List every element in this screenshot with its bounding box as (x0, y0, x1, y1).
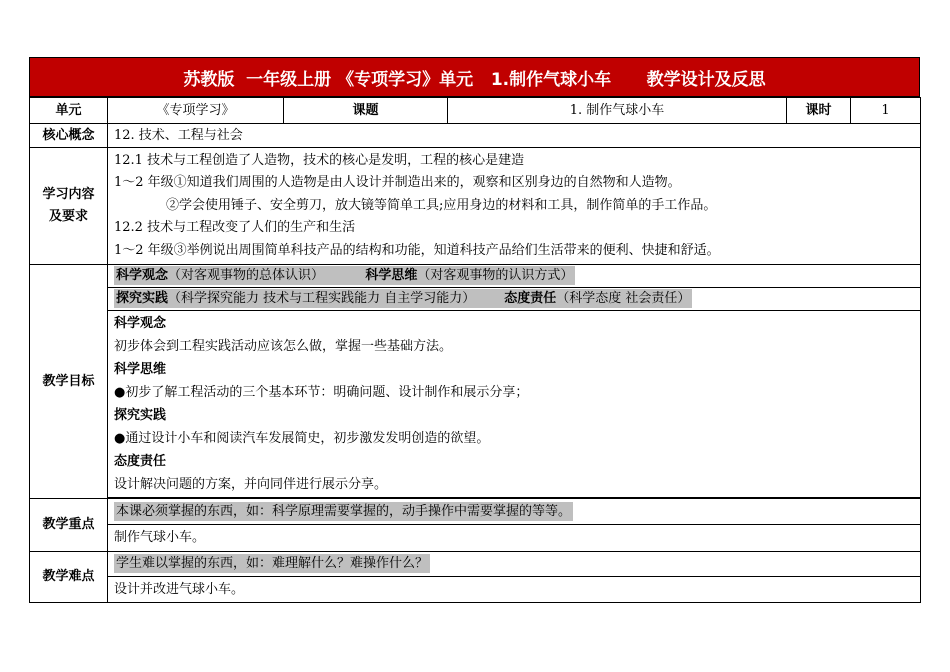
unit-value: 《专项学习》 (108, 98, 284, 124)
unit-label: 单元 (30, 98, 108, 124)
key-points-hint-row (30, 499, 921, 525)
goal-text: 设计解决问题的方案，并向同伴进行展示分享。 (114, 477, 388, 492)
info-row (30, 98, 921, 124)
goals-header-2-highlight (114, 289, 692, 308)
goals-detail-row (30, 311, 921, 498)
goal-heading: 态度责任 (114, 454, 167, 469)
requirement-line: 1～2 年级①知道我们周围的人造物是由人设计并制造出来的，观察和区别身边的自然物和人造物。 (114, 175, 681, 191)
goal-category-label: 科学思维 (365, 268, 418, 283)
goals-header-row-2 (30, 288, 921, 311)
goal-heading: 科学思维 (114, 362, 167, 377)
goal-text: ●通过设计小车和阅读汽车发展简史，初步激发发明创造的欲望。 (114, 431, 490, 446)
goal-category-desc: （科学态度 社会责任） (556, 291, 691, 306)
lesson-value: 1. 制作气球小车 (448, 98, 787, 124)
goals-header-row-1 (30, 265, 921, 288)
difficulties-hint-row (30, 552, 921, 577)
requirement-line: 12.2 技术与工程改变了人们的生产和生活 (114, 220, 356, 236)
requirements-content (108, 148, 921, 265)
document-title: 苏教版 一年级上册 《专项学习》单元 1.制作气球小车 教学设计及反思 (29, 57, 920, 97)
goals-header-2 (108, 288, 921, 311)
key-points-value-row (30, 525, 921, 552)
lesson-plan-table (29, 97, 921, 603)
goal-category-desc: （对客观事物的认识方式） (417, 268, 574, 283)
period-value: 1 (851, 98, 921, 124)
period-label: 课时 (787, 98, 851, 124)
requirements-label-line1: 学习内容 (42, 187, 95, 202)
goal-heading: 探究实践 (114, 408, 167, 423)
core-concept-value: 12. 技术、工程与社会 (108, 124, 921, 148)
goals-header-1 (108, 265, 921, 288)
difficulties-hint-cell (108, 552, 921, 577)
goal-text: ●初步了解工程活动的三个基本环节：明确问题、设计制作和展示分享； (114, 385, 529, 400)
core-concept-row (30, 124, 921, 148)
goal-text: 初步体会到工程实践活动应该怎么做，掌握一些基础方法。 (114, 339, 453, 354)
core-concept-label: 核心概念 (30, 124, 108, 148)
requirement-line: 12.1 技术与工程创造了人造物，技术的核心是发明，工程的核心是建造 (114, 152, 525, 168)
requirements-label (30, 148, 108, 265)
goal-category-desc: （对客观事物的总体认识） (168, 268, 325, 283)
goals-header-1-highlight (114, 266, 575, 285)
key-points-label: 教学重点 (30, 499, 108, 552)
difficulties-value: 设计并改进气球小车。 (108, 577, 921, 603)
difficulties-label: 教学难点 (30, 552, 108, 603)
goals-detail (108, 311, 921, 498)
requirement-line: 1～2 年级③举例说出周围简单科技产品的结构和功能，知道科技产品给们生活带来的便利、快捷和舒适。 (114, 242, 720, 258)
requirements-row (30, 148, 921, 265)
difficulties-hint: 学生难以掌握的东西，如：难理解什么？难操作什么？ (116, 556, 429, 571)
requirements-label-line2: 及要求 (48, 209, 88, 224)
lesson-label: 课题 (284, 98, 448, 124)
key-points-hint-cell (108, 499, 921, 525)
key-points-hint: 本课必须掌握的东西，如：科学原理需要掌握的，动手操作中需要掌握的等等。 (116, 503, 572, 519)
requirement-line: ②学会使用锤子、安全剪刀，放大镜等简单工具;应用身边的材料和工具，制作简单的手工作品。 (166, 197, 717, 213)
key-points-value: 制作气球小车。 (108, 525, 921, 552)
goal-category-desc: （科学探究能力 技术与工程实践能力 自主学习能力） (168, 291, 476, 306)
goal-category-label: 科学观念 (116, 268, 169, 283)
goal-heading: 科学观念 (114, 316, 167, 331)
goal-category-label: 探究实践 (116, 291, 169, 306)
difficulties-value-row (30, 577, 921, 603)
goals-label: 教学目标 (30, 265, 108, 499)
goal-category-label: 态度责任 (504, 291, 557, 306)
